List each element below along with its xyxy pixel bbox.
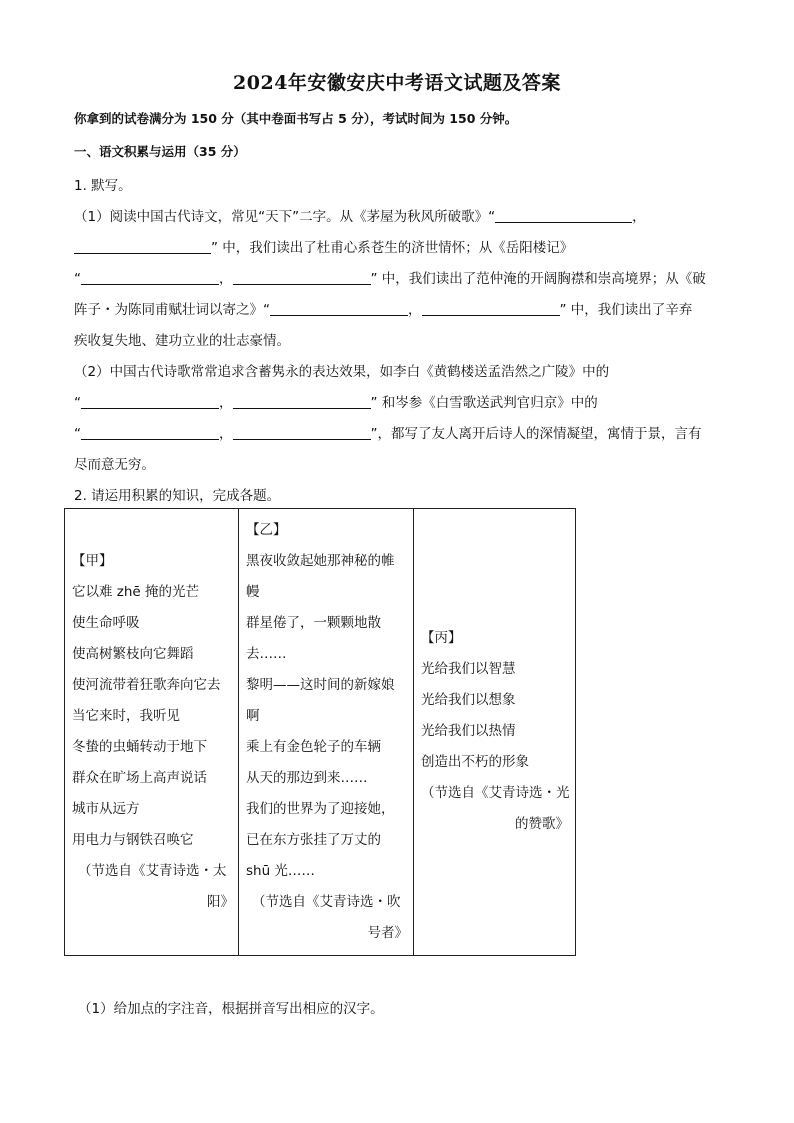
poem-line: 群众在旷场上高声说话 — [72, 770, 207, 786]
q1-part2-line3 — [74, 422, 702, 442]
q1-part1-line5: 疾收复失地、建功立业的壮志豪情。 — [74, 333, 290, 349]
poem-line: shū 光…… — [246, 863, 315, 879]
answer-blank[interactable] — [233, 270, 371, 285]
text: ”，都写了友人离开后诗人的深情凝望，寓情于景，言有 — [370, 426, 702, 442]
text: ” 中，我们读出了辛弃 — [559, 302, 693, 318]
poem-line: 冬蛰的虫蛹转动于地下 — [72, 739, 207, 755]
text: ” 中，我们读出了范仲淹的开阔胸襟和崇高境界；从《破 — [370, 271, 706, 287]
q1-part2-line1: （2）中国古代诗歌常常追求含蓄隽永的表达效果，如李白《黄鹤楼送孟浩然之广陵》中的 — [74, 364, 610, 380]
poem-label: 【丙】 — [421, 630, 462, 646]
answer-blank[interactable] — [233, 425, 371, 440]
poem-label: 【乙】 — [246, 522, 287, 538]
poem-line: 使河流带着狂歌奔向它去 — [72, 677, 221, 693]
poem-yi — [246, 515, 408, 949]
poem-line: 去…… — [246, 646, 287, 662]
text: ， — [219, 426, 233, 442]
answer-blank[interactable] — [495, 208, 632, 223]
poem-line: 创造出不朽的形象 — [421, 754, 529, 770]
poem-line: 用电力与钢铁召唤它 — [72, 832, 194, 848]
answer-blank[interactable] — [74, 239, 211, 254]
text: （1）阅读中国古代诗文，常见“天下”二字。从《茅屋为秋风所破歌》“ — [74, 209, 496, 225]
q1-part2-line2 — [74, 391, 598, 411]
question-2-part1: （1）给加点的字注音，根据拼音写出相应的汉字。 — [78, 1001, 384, 1017]
text: “ — [74, 395, 81, 411]
poem-line: 黑夜收敛起她那神秘的帷 — [246, 553, 395, 569]
poem-source: 阳》 — [207, 894, 234, 910]
poem-bing — [421, 623, 569, 840]
text: ， — [632, 209, 646, 225]
poem-jia — [72, 546, 234, 918]
text: 阵子・为陈同甫赋壮词以寄之》“ — [74, 302, 270, 318]
page-title: 2024年安徽安庆中考语文试题及答案 — [233, 72, 561, 94]
poem-line: 已在东方张挂了万丈的 — [246, 832, 381, 848]
table-divider — [238, 508, 239, 956]
answer-blank[interactable] — [81, 270, 219, 285]
answer-blank[interactable] — [422, 301, 560, 316]
q1-part1-line1 — [74, 205, 646, 225]
poem-label: 【甲】 — [72, 553, 113, 569]
poem-line: 使生命呼吸 — [72, 615, 140, 631]
poem-line: 我们的世界为了迎接她， — [246, 801, 395, 817]
table-divider — [413, 508, 414, 956]
poem-line: 光给我们以智慧 — [421, 661, 516, 677]
poem-line: 啊 — [246, 708, 260, 724]
poem-source: 号者》 — [367, 925, 408, 941]
q1-part1-line2 — [74, 236, 573, 256]
poem-source: （节选自《艾青诗选・光 — [421, 785, 570, 801]
poem-source: 的赞歌》 — [515, 816, 569, 832]
poem-line: 它以难 zhē 掩的光芒 — [72, 584, 200, 600]
answer-blank[interactable] — [270, 301, 408, 316]
text: ， — [219, 271, 233, 287]
poem-line: 黎明——这时间的新嫁娘 — [246, 677, 395, 693]
poem-source: （节选自《艾青诗选・吹 — [252, 894, 401, 910]
text: “ — [74, 426, 81, 442]
poem-line: 群星倦了，一颗颗地散 — [246, 615, 381, 631]
poem-line: 乘上有金色轮子的车辆 — [246, 739, 381, 755]
poem-line: 使高树繁枝向它舞蹈 — [72, 646, 194, 662]
answer-blank[interactable] — [81, 394, 219, 409]
poem-line: 从天的那边到来…… — [246, 770, 368, 786]
poem-line: 当它来时，我听见 — [72, 708, 180, 724]
text: ” 和岑参《白雪歌送武判官归京》中的 — [370, 395, 598, 411]
q1-part2-line4: 尽而意无穷。 — [74, 457, 155, 473]
poem-source: （节选自《艾青诗选・太 — [78, 863, 227, 879]
answer-blank[interactable] — [81, 425, 219, 440]
q1-part1-line4 — [74, 298, 692, 318]
poem-line: 光给我们以热情 — [421, 723, 516, 739]
q1-part1-line3 — [74, 267, 706, 287]
poem-line: 幔 — [246, 584, 260, 600]
text: ， — [219, 395, 233, 411]
text: ， — [408, 302, 422, 318]
question-2-head: 2. 请运用积累的知识，完成各题。 — [74, 488, 281, 504]
section-heading: 一、语文积累与运用（35 分） — [74, 144, 246, 159]
text: ” 中，我们读出了杜甫心系苍生的济世情怀；从《岳阳楼记》 — [211, 240, 574, 256]
exam-intro: 你拿到的试卷满分为 150 分（其中卷面书写占 5 分），考试时间为 150 分钟。 — [74, 111, 518, 126]
poem-line: 光给我们以想象 — [421, 692, 516, 708]
question-1-head: 1. 默写。 — [74, 178, 132, 194]
answer-blank[interactable] — [233, 394, 371, 409]
poem-line: 城市从远方 — [72, 801, 140, 817]
text: “ — [74, 271, 81, 287]
